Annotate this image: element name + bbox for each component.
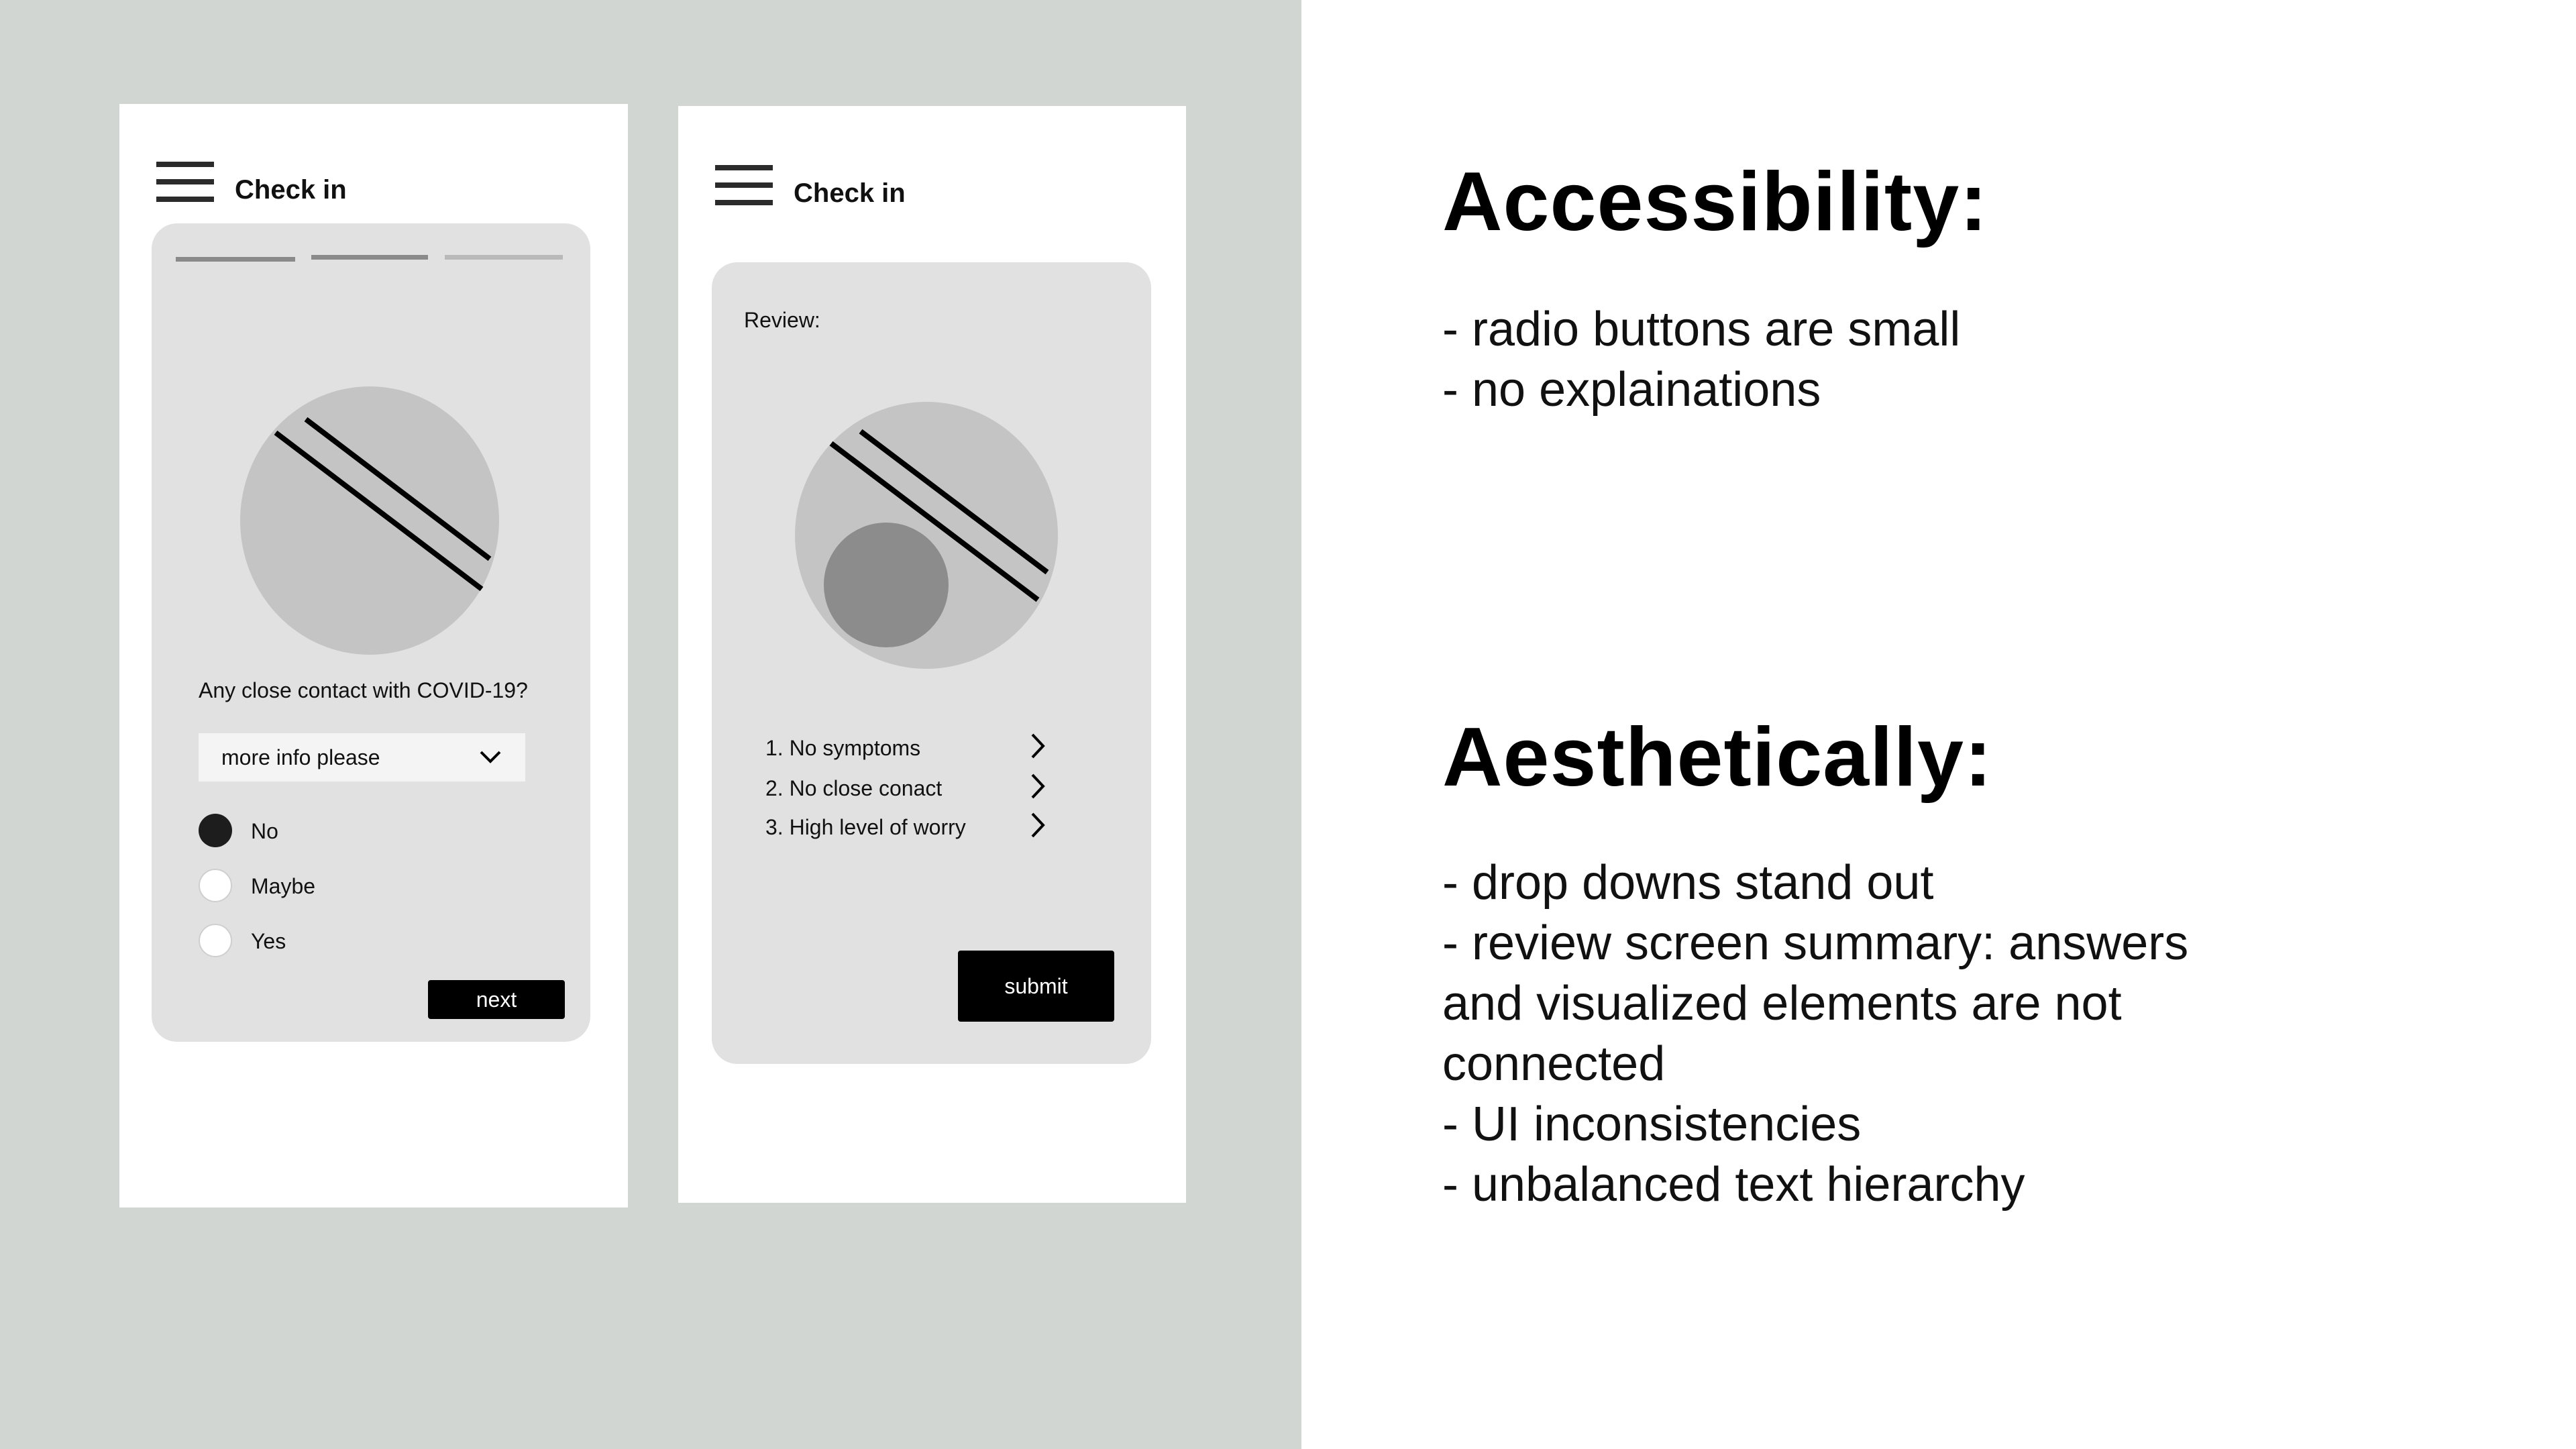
app-title: Check in [235,175,347,205]
aesthetics-point: - drop downs stand out [1442,856,1934,910]
question-text: Any close contact with COVID-19? [199,678,528,702]
radio-option-no[interactable] [199,814,400,849]
next-button[interactable]: next [428,980,565,1019]
hamburger-menu-icon[interactable] [715,165,773,205]
review-item-symptoms[interactable] [765,732,1061,765]
progress-step-2 [311,255,428,260]
radio-option-maybe[interactable] [199,869,400,904]
question-card [152,223,590,1042]
aesthetics-point: - UI inconsistencies [1442,1097,1862,1151]
review-item-text: 1. No symptoms [765,736,921,760]
check-in-review-screen [678,106,1186,1203]
dropdown-value: more info please [221,745,380,769]
chevron-right-icon [1027,811,1047,839]
submit-button[interactable]: submit [958,951,1114,1022]
image-placeholder-icon [794,400,1059,670]
radio-label: No [251,819,278,843]
chevron-down-icon [478,747,502,767]
radio-option-yes[interactable] [199,924,400,959]
radio-label: Yes [251,929,286,953]
check-in-question-screen [119,104,628,1208]
image-placeholder-icon [239,386,500,655]
accessibility-point: - no explainations [1442,363,1821,417]
aesthetics-point: - review screen summary: answers [1442,916,2189,970]
aesthetics-point: connected [1442,1037,1666,1091]
radio-label: Maybe [251,874,316,898]
radio-button[interactable] [199,869,232,902]
accessibility-point: - radio buttons are small [1442,303,1961,356]
app-title: Check in [794,178,906,208]
more-info-dropdown[interactable] [199,733,525,782]
progress-step-1 [176,257,295,262]
radio-button[interactable] [199,814,232,847]
review-item-text: 2. No close conact [765,776,943,800]
review-item-text: 3. High level of worry [765,815,966,839]
chevron-right-icon [1027,732,1047,760]
chevron-right-icon [1027,772,1047,800]
accessibility-heading: Accessibility: [1442,156,1988,248]
review-card [712,262,1151,1064]
hamburger-menu-icon[interactable] [156,162,214,202]
aesthetics-point: and visualized elements are not [1442,977,2122,1030]
aesthetics-point: - unbalanced text hierarchy [1442,1158,2025,1212]
radio-button[interactable] [199,924,232,957]
review-heading: Review: [744,308,820,332]
progress-step-3 [445,255,563,260]
review-item-contact[interactable] [765,772,1061,806]
aesthetics-heading: Aesthetically: [1442,711,1993,804]
review-item-worry[interactable] [765,811,1061,845]
